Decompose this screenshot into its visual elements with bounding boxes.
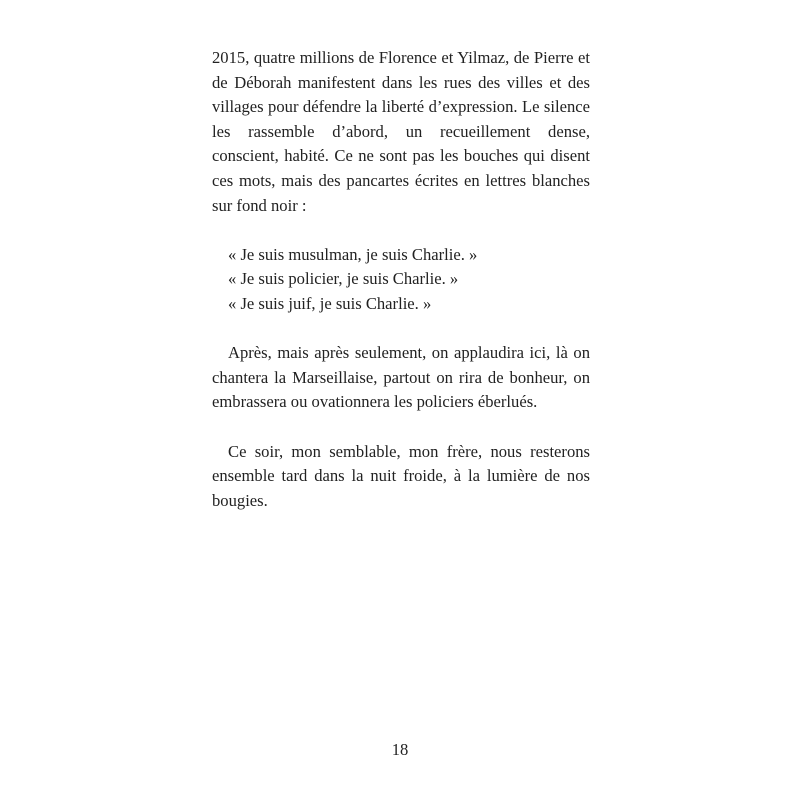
body-text bbox=[212, 46, 590, 513]
paragraph-1: 2015, quatre millions de Florence et Yilmaz, de Pierre et de Déborah manifestent dans les rues des villes et des villages pour défendre la liberté d’expression. Le silence les rassemble d’abord, un recueillement dense, conscient, habité. Ce ne sont pas les bouches qui disent ces mots, mais des pancartes écrites en lettres blanches sur fond noir : bbox=[212, 48, 590, 215]
paragraph-spacer bbox=[212, 415, 590, 440]
paragraph-2: Après, mais après seulement, on applaudira ici, là on chantera la Marseillaise, partout on rira de bonheur, on embrassera ou ovationnera les policiers éberlués. bbox=[212, 343, 590, 412]
quote-line-2: « Je suis policier, je suis Charlie. » bbox=[228, 269, 459, 289]
paragraph-spacer bbox=[212, 218, 590, 243]
page-number: 18 bbox=[391, 740, 409, 759]
quote-line-1: « Je suis musulman, je suis Charlie. » bbox=[228, 244, 478, 264]
paragraph-3: Ce soir, mon semblable, mon frère, nous resterons ensemble tard dans la nuit froide, à la lumière de nos bougies. bbox=[212, 441, 590, 510]
paragraph-spacer bbox=[212, 317, 590, 342]
quote-line-3: « Je suis juif, je suis Charlie. » bbox=[228, 293, 432, 313]
